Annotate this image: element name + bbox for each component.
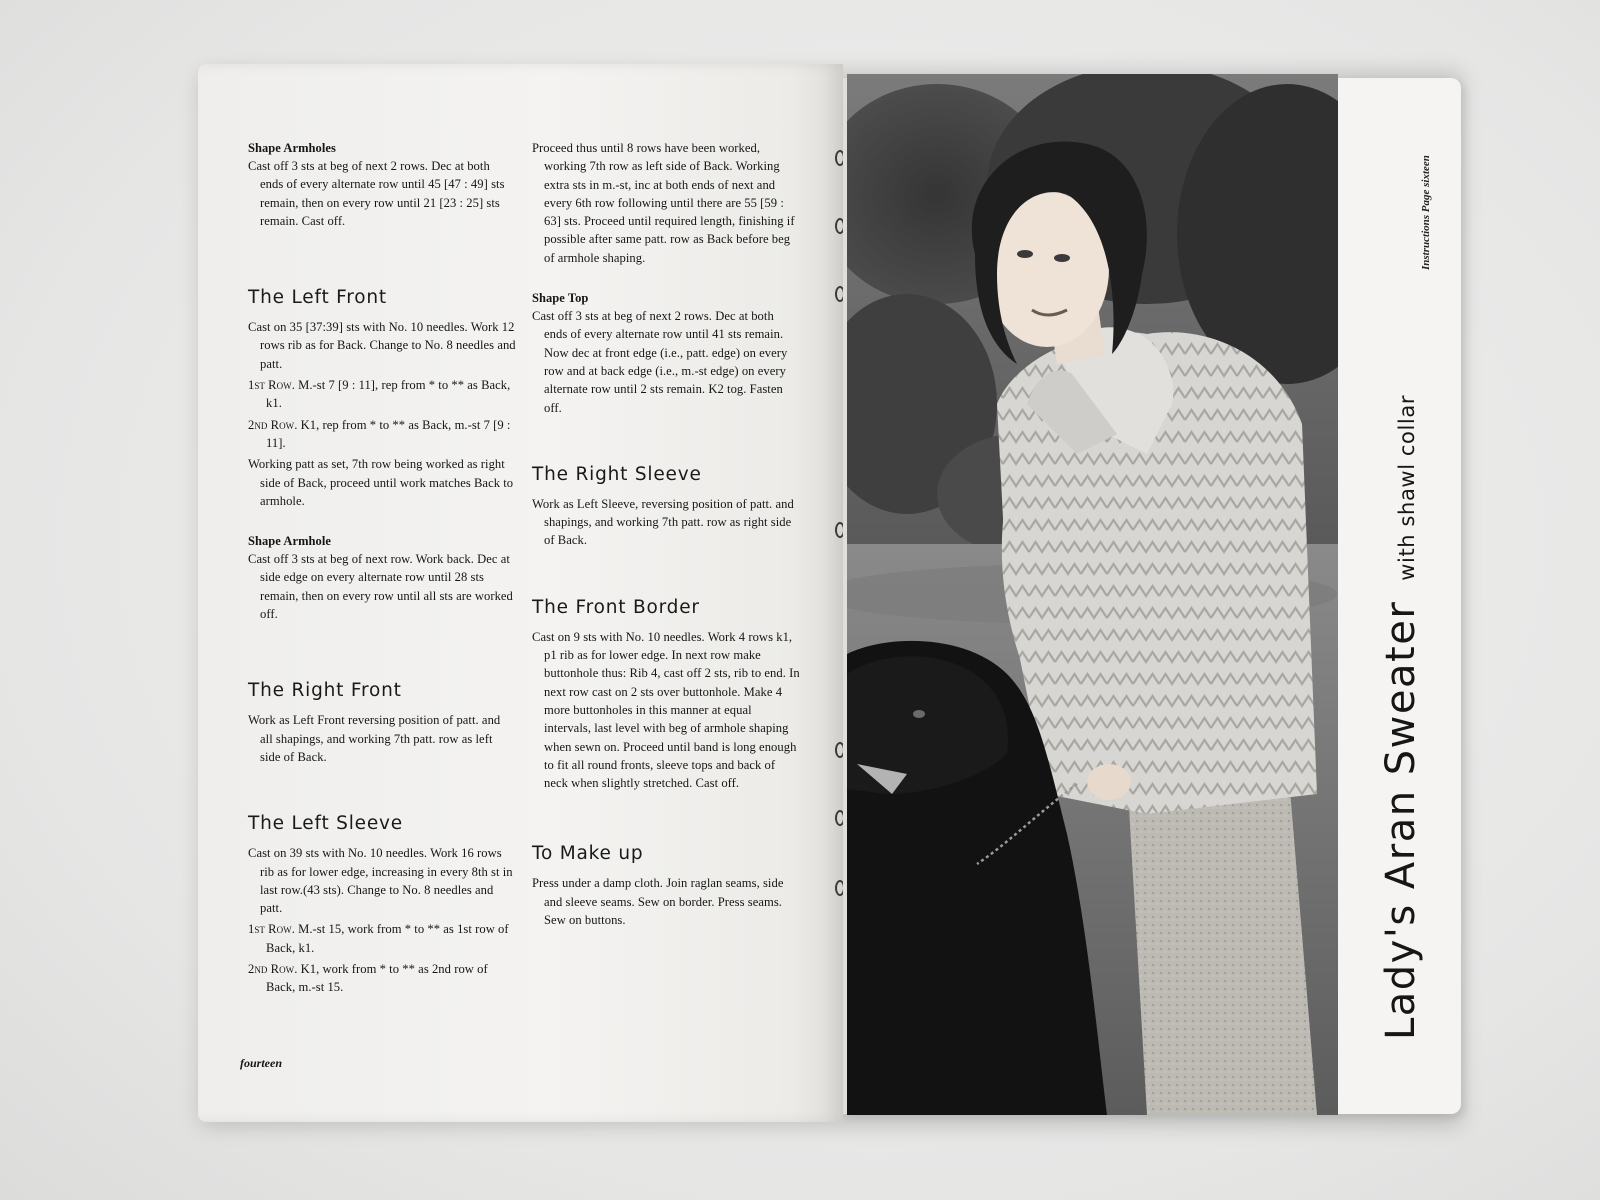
subheading-shape-armhole: Shape Armhole (248, 534, 331, 549)
row-text: K1, work from * to ** as 2nd row of Back, m.-st 15. (266, 962, 488, 995)
paragraph-make-up: Press under a damp cloth. Join raglan seams, side and sleeve seams. Sew on border. Press seams. Sew on buttons. (532, 876, 784, 928)
pattern-title (1378, 395, 1424, 1040)
heading-right-sleeve: The Right Sleeve (532, 463, 702, 485)
paragraph-left-front-cast-on: Cast on 35 [37:39] sts with No. 10 needles. Work 12 rows rib as for Back. Change to No. 8 needles and patt. (248, 320, 516, 371)
heading-left-front: The Left Front (248, 287, 387, 309)
section-left-front (248, 286, 516, 510)
paragraph-left-sleeve-row2 (248, 960, 516, 997)
section-right-sleeve (532, 463, 800, 550)
heading-right-front: The Right Front (248, 680, 402, 702)
page-number-fourteen: fourteen (240, 1056, 282, 1070)
subheading-shape-top: Shape Top (532, 291, 589, 306)
section-make-up (532, 842, 800, 929)
title-lady-aran-sweater: Lady's Aran Sweater (1378, 600, 1424, 1040)
row-text: M.-st 7 [9 : 11], rep from * to ** as Back, k1. (266, 378, 511, 411)
section-shape-top (532, 289, 800, 417)
paragraph-left-sleeve-row1 (248, 920, 516, 957)
section-shape-armholes (248, 139, 516, 230)
heading-front-border: The Front Border (532, 596, 700, 618)
section-front-border (532, 596, 800, 793)
instructions-page-reference: Instructions Page sixteen (1420, 155, 1432, 270)
row-label: 1st Row. (248, 378, 295, 393)
photo-illustration (847, 74, 1338, 1115)
section-right-front (248, 679, 516, 766)
heading-left-sleeve: The Left Sleeve (248, 813, 403, 835)
subtitle-shawl-collar: with shawl collar (1395, 394, 1419, 581)
right-column (532, 139, 800, 929)
row-label: 2nd Row. (248, 962, 298, 977)
paragraph-right-front: Work as Left Front reversing position of patt. and all shapings, and working 7th patt. row as left side of Back. (248, 713, 501, 764)
paragraph-left-sleeve-cast-on: Cast on 39 sts with No. 10 needles. Work 16 rows rib as for lower edge, increasing in every 8th st in last row.(43 sts). Change to No. 8 needles and patt. (248, 846, 513, 916)
paragraph-left-front-row1 (248, 376, 516, 413)
heading-make-up: To Make up (532, 843, 644, 865)
paragraph-left-front-row2 (248, 416, 516, 453)
paragraph-shape-top: Cast off 3 sts at beg of next 2 rows. Dec at both ends of every alternate row until 41 sts remain. Now dec at front edge (i.e., patt. edge) on every row and at back edge (i.e., m.-st edge) on every alternate row until 2 sts remain. K2 tog. Fasten off. (532, 309, 788, 415)
row-text: M.-st 15, work from * to ** as 1st row of Back, k1. (266, 922, 509, 955)
paragraph-shape-armholes: Cast off 3 sts at beg of next 2 rows. Dec at both ends of every alternate row until 45 [47 : 49] sts remain, then on every row until 21 [23 : 25] sts remain. Cast off. (248, 159, 505, 228)
paragraph-left-front-working: Working patt as set, 7th row being worked as right side of Back, proceed until work matches Back to armhole. (248, 457, 514, 508)
photo-woman-with-dog (847, 74, 1338, 1115)
subheading-shape-armholes: Shape Armholes (248, 141, 336, 155)
section-left-sleeve (248, 812, 516, 996)
row-label: 2nd Row. (248, 417, 298, 432)
row-label: 1st Row. (248, 922, 295, 937)
section-shape-armhole (248, 532, 516, 623)
paragraph-sleeve-continued: Proceed thus until 8 rows have been worked, working 7th row as left side of Back. Working extra sts in m.-st, inc at both ends of next and every 6th row following until there are 55 [59 : 63] sts. Proceed until required length, finishing if possible after same patt. row as Back before beg of armhole shaping. (532, 141, 795, 265)
left-column (248, 139, 516, 997)
paragraph-right-sleeve: Work as Left Sleeve, reversing position of patt. and shapings, and working 7th patt. row as right side of Back. (532, 496, 794, 548)
paragraph-shape-armhole: Cast off 3 sts at beg of next row. Work back. Dec at side edge on every alternate row until 28 sts remain, then on every row until all sts are worked off. (248, 552, 513, 622)
section-sleeve-continued (532, 139, 800, 267)
paragraph-front-border: Cast on 9 sts with No. 10 needles. Work 4 rows k1, p1 rib as for lower edge. In next row make buttonhole thus: Rib 4, cast off 2 sts, rib to end. In next row cast on 2 sts over buttonhole. Make 4 more buttonholes in this manner at equal intervals, last level with beg of armhole shaping when sewn on. Proceed until band is long enough to fit all round fronts, sleeve tops and back of neck when slightly stretched. Cast off. (532, 629, 800, 791)
row-text: K1, rep from * to ** as Back, m.-st 7 [9 : 11]. (266, 417, 511, 450)
